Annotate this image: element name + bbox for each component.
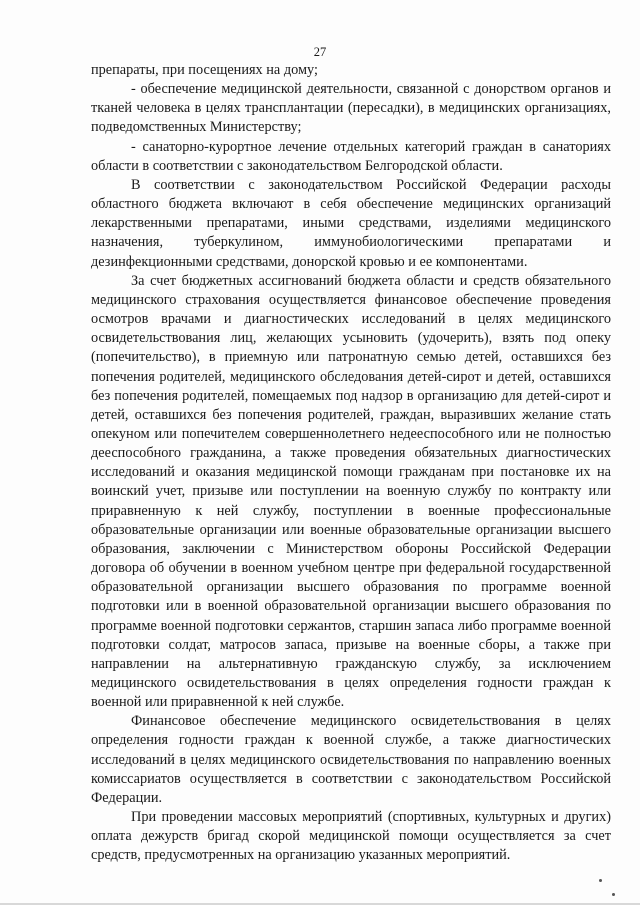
document-body — [91, 61, 611, 866]
paragraph: - санаторно-курортное лечение отдельных категорий граждан в санаториях области в соответствии с законодательством Белгородской области. — [91, 138, 611, 174]
paragraph: При проведении массовых мероприятий (спортивных, культурных и других) оплата дежурств бригад скорой медицинской помощи осуществляется за счет средств, предусмотренных на организацию указанных мероприятий. — [91, 809, 611, 864]
paragraph: препараты, при посещениях на дому; — [91, 62, 318, 78]
page-number: 27 — [313, 45, 327, 59]
paragraph: Финансовое обеспечение медицинского освидетельствования в целях определения годности граждан к военной службе, а также диагностических исследований в целях медицинского освидетельствования по направлению военных комиссариатов осуществляется в соответствии с законодательством Российской Федерации. — [91, 713, 611, 806]
scan-speck — [599, 879, 602, 882]
scan-speck — [612, 893, 615, 896]
paragraph: За счет бюджетных ассигнований бюджета области и средств обязательного медицинского страхования осуществляется финансовое обеспечение проведения осмотров врачами и диагностических исследований в целях медицинского освидетельствования лиц, желающих усыновить (удочерить), взять под опеку (попечительство), в приемную или патронатную семью детей, оставшихся без попечения родителей, медицинского обследования детей-сирот и детей, оставшихся без попечения родителей, помещаемых под надзор в организацию для детей-сирот и детей, оставшихся без попечения родителей, граждан, выразивших желание стать опекуном или попечителем совершеннолетнего недееспособного или не полностью дееспособного гражданина, а также проведения обязательных диагностических исследований и оказания медицинской помощи гражданам при постановке их на воинский учет, призыве или поступлении на военную службу по контракту или приравненную к ней службу, поступлении в военные профессиональные образовательные организации или военные образовательные организации высшего образования, заключении с Министерством обороны Российской Федерации договора об обучении в военном учебном центре при федеральной государственной образовательной организации высшего образования по программе военной подготовки или в военной образовательной организации высшего образования по программе военной подготовки сержантов, старшин запаса либо программе военной подготовки солдат, матросов запаса, призыве на военные сборы, а также при направлении на альтернативную гражданскую службу, за исключением медицинского освидетельствования в целях определения годности граждан к военной или приравненной к ней службе. — [91, 272, 611, 711]
paragraph: В соответствии с законодательством Российской Федерации расходы областного бюджета включают в себя обеспечение медицинских организаций лекарственными препаратами, иными средствами, изделиями медицинского назначения, туберкулином, иммунобиологическими препаратами и дезинфекционными средствами, донорской кровью и ее компонентами. — [91, 176, 611, 270]
paragraph: - обеспечение медицинской деятельности, связанной с донорством органов и тканей человека в целях трансплантации (пересадки), в медицинских организациях, подведомственных Министерству; — [91, 81, 611, 136]
